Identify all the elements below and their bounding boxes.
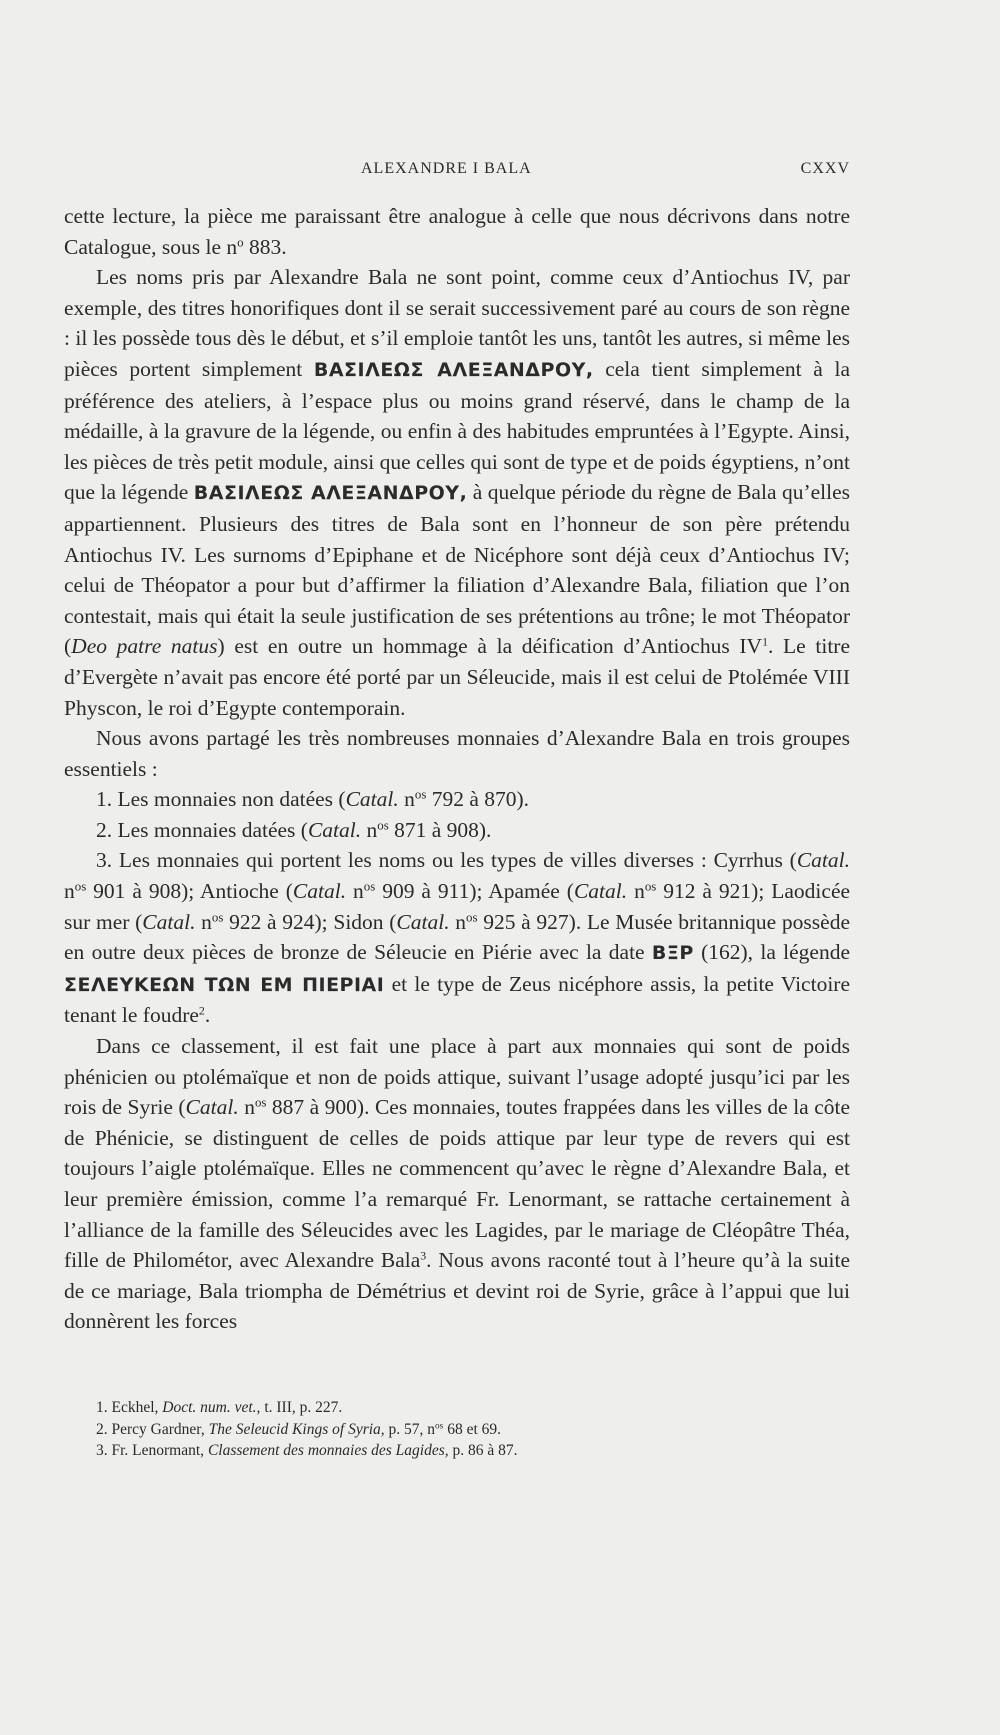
footnote-3: 3. Fr. Lenormant, Classement des monnaies des Lagides, p. 86 à 87. (96, 1442, 518, 1459)
paragraph-3: Nous avons partagé les très nombreuses monnaies d’Alexandre Bala en trois groupes essentiels : (64, 726, 850, 781)
paragraph-1: cette lecture, la pièce me paraissant être analogue à celle que nous décrivons dans notre Catalogue, sous le $n^o$ 883. (64, 204, 850, 259)
footnote-ref-1: 1 (762, 634, 768, 649)
greek-legend: ΒΑΣΙΛΕΩΣ ΑΛΕΞΑΝΔΡΟΥ, (193, 482, 468, 505)
footnote-ref-2: 2 (198, 1003, 205, 1018)
paragraph-4: Dans ce classement, il est fait une place à part aux monnaies qui sont de poids phénicien ou ptolémaïque et non de poids attique, suivant l’usage adopté jusqu’ici par les rois de Syrie (Catal. $n^{os}$ 887 à 900). Ces monnaies, toutes frappées dans les villes de la côte de Phénicie, se distinguent de celles de poids attique par leur type de revers qui est toujours l’aigle ptolémaïque. Elles ne commencent qu’avec le règne d’Alexandre Bala, et leur première émission, comme l’a remarqué Fr. Lenormant, se rattache certainement à l’alliance de la famille des Séleucides avec les Lagides, par le mariage de Cléopâtre Théa, fille de Philométor, avec Alexandre Bala$^3$. Nous avons raconté tout à l’heure qu’à la suite de ce mariage, Bala triompha de Démétrius et devint roi de Syrie, grâce à l’appui que lui donnèrent les forces (64, 1034, 851, 1334)
list-item-3: 3. Les monnaies qui portent les noms ou les types de villes diverses : Cyrrhus (Catal. $n^{os}$ 901 à 908); Antioche (Catal. $n^{os}$ 909 à 911); Apamée (Catal. $n^{os}$ 912 à 921); Laodicée sur mer (Catal. $n^{os}$ 922 à 924); Sidon (Catal. $n^{os}$ 925 à 927). Le Musée britannique possède en outre deux pièces de bronze de Séleucie en Piérie avec la date ΒΞΡ (162), la légende ΣΕΛΕΥΚΕΩΝ ΤΩΝ ΕΜ ΠΙΕΡΙΑΙ et le type de Zeus nicéphore assis, la petite Victoire tenant le foudre$^2$. (64, 848, 851, 1028)
footnotes (96, 1397, 850, 1462)
footnote-2: 2. Percy Gardner, The Seleucid Kings of Syria, p. 57, $n^{os}$ 68 et 69. (96, 1420, 501, 1438)
greek-date: ΒΞΡ (651, 942, 694, 965)
running-head-title: ALEXANDRE I BALA (361, 160, 532, 177)
list-item-2: 2. Les monnaies datées (Catal. $n^{os}$ 871 à 908). (96, 817, 492, 842)
greek-legend: ΒΑΣΙΛΕΩΣ ΑΛΕΞΑΝΔΡΟΥ, (313, 358, 594, 381)
paragraph-2: Les noms pris par Alexandre Bala ne sont point, comme ceux d’Antiochus IV, par exemple, des titres honorifiques dont il se serait successivement paré au cours de son règne : il les possède tous dès le début, et s’il emploie tantôt les uns, tantôt les autres, si même les pièces portent simplement ΒΑΣΙΛΕΩΣ ΑΛΕΞΑΝΔΡΟΥ, cela tient simplement à la préférence des ateliers, à l’espace plus ou moins grand réservé, dans le champ de la médaille, à la gravure de la légende, ou enfin à des habitudes empruntées à l’Egypte. Ainsi, les pièces de très petit module, ainsi que celles qui sont de type et de poids égyptiens, n’ont que la légende ΒΑΣΙΛΕΩΣ ΑΛΕΞΑΝΔΡΟΥ, à quelque période du règne de Bala qu’elles appartiennent. Plusieurs des titres de Bala sont en l’honneur de son père prétendu Antiochus IV. Les surnoms d’Epiphane et de Nicéphore sont déjà ceux d’Antiochus IV; celui de Théopator a pour but d’affirmer la filiation d’Alexandre Bala, filiation que l’on contestait, mais qui était la seule justification de ses prétentions au trône; le mot Théopator (Deo patre natus) est en outre un hommage à la déification d’Antiochus IV$^1$. Le titre d’Evergète n’avait pas encore été porté par un Séleucide, mais il est celui de Ptolémée VIII Physcon, le roi d’Egypte contemporain. (64, 265, 850, 720)
footnote-1: 1. Eckhel, Doct. num. vet., t. III, p. 227. (96, 1399, 343, 1416)
page-number: CXXV (800, 160, 850, 177)
body-text (64, 201, 850, 1337)
list-item-1: 1. Les monnaies non datées (Catal. $n^{os}$ 792 à 870). (96, 787, 530, 812)
greek-legend: ΣΕΛΕΥΚΕΩΝ ΤΩΝ ΕΜ ΠΙΕΡΙΑΙ (64, 973, 385, 996)
footnote-ref-3: 3 (420, 1248, 427, 1263)
